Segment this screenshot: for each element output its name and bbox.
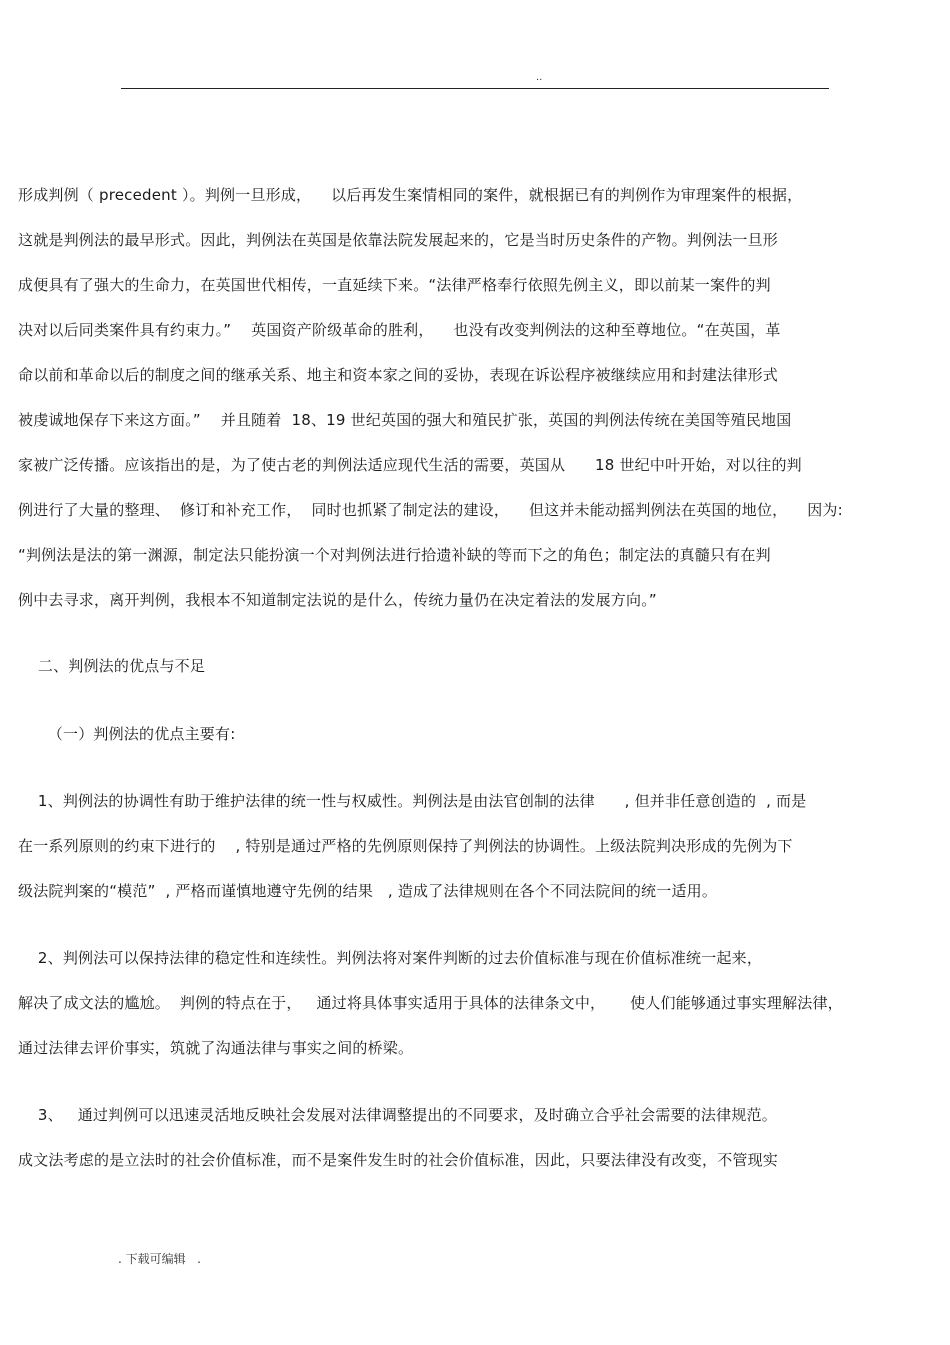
footer-text: . 下载可编辑 . <box>118 1252 201 1266</box>
body-line: 解决了成文法的尴尬。 判例的特点在于， 通过将具体事实适用于具体的法律条文中， 使人们能够通过事实理解法律， <box>18 994 843 1012</box>
header-mark: .. <box>536 72 543 83</box>
body-line: 例中去寻求，离开判例，我根本不知道制定法说的是什么，传统力量仍在决定着法的发展方向。” <box>18 591 657 609</box>
body-line: 级法院判案的“模范” , 严格而谨慎地遵守先例的结果 , 造成了法律规则在各个不同法院间的统一适用。 <box>18 882 718 900</box>
body-line: 家被广泛传播。应该指出的是，为了使古老的判例法适应现代生活的需要，英国从 18 世纪中叶开始，对以往的判 <box>18 456 802 474</box>
body-line: 这就是判例法的最早形式。因此，判例法在英国是依靠法院发展起来的，它是当时历史条件的产物。判例法一旦形 <box>18 231 779 249</box>
body-line: “判例法是法的第一渊源，制定法只能扮演一个对判例法进行拾遗补缺的等而下之的角色；制定法的真髓只有在判 <box>18 546 771 564</box>
body-line: 被虔诚地保存下来这方面。” 并且随着 18、19 世纪英国的强大和殖民扩张，英国的判例法传统在美国等殖民地国 <box>18 411 792 429</box>
subsection-heading: （一）判例法的优点主要有: <box>18 725 236 743</box>
body-line: 决对以后同类案件具有约束力。” 英国资产阶级革命的胜利， 也没有改变判例法的这种至尊地位。“在英国，革 <box>18 321 781 339</box>
body-line: 命以前和革命以后的制度之间的继承关系、地主和资本家之间的妥协，表现在诉讼程序被继续应用和封建法律形式 <box>18 366 779 384</box>
body-line: 成便具有了强大的生命力，在英国世代相传，一直延续下来。“法律严格奉行依照先例主义，即以前某一案件的判 <box>18 276 771 294</box>
body-line: 成文法考虑的是立法时的社会价值标准，而不是案件发生时的社会价值标准，因此，只要法律没有改变，不管现实 <box>18 1151 779 1169</box>
body-line: 通过法律去评价事实，筑就了沟通法律与事实之间的桥梁。 <box>18 1039 414 1057</box>
section-heading: 二、判例法的优点与不足 <box>18 657 206 675</box>
body-line: 形成判例（ precedent ）。判例一旦形成， 以后再发生案情相同的案件，就根据已有的判例作为审理案件的根据， <box>18 186 803 204</box>
body-line: 1、判例法的协调性有助于维护法律的统一性与权威性。判例法是由法官创制的法律 , 但并非任意创造的 , 而是 <box>18 792 807 810</box>
body-line: 例进行了大量的整理、 修订和补充工作， 同时也抓紧了制定法的建设， 但这并未能动摇判例法在英国的地位， 因为: <box>18 501 843 519</box>
body-line: 2、判例法可以保持法律的稳定性和连续性。判例法将对案件判断的过去价值标准与现在价值标准统一起来， <box>18 949 763 967</box>
body-line: 在一系列原则的约束下进行的 , 特别是通过严格的先例原则保持了判例法的协调性。上级法院判决形成的先例为下 <box>18 837 793 855</box>
body-line: 3、 通过判例可以迅速灵活地反映社会发展对法律调整提出的不同要求，及时确立合乎社会需要的法律规范。 <box>18 1106 777 1124</box>
header-rule <box>121 88 829 89</box>
